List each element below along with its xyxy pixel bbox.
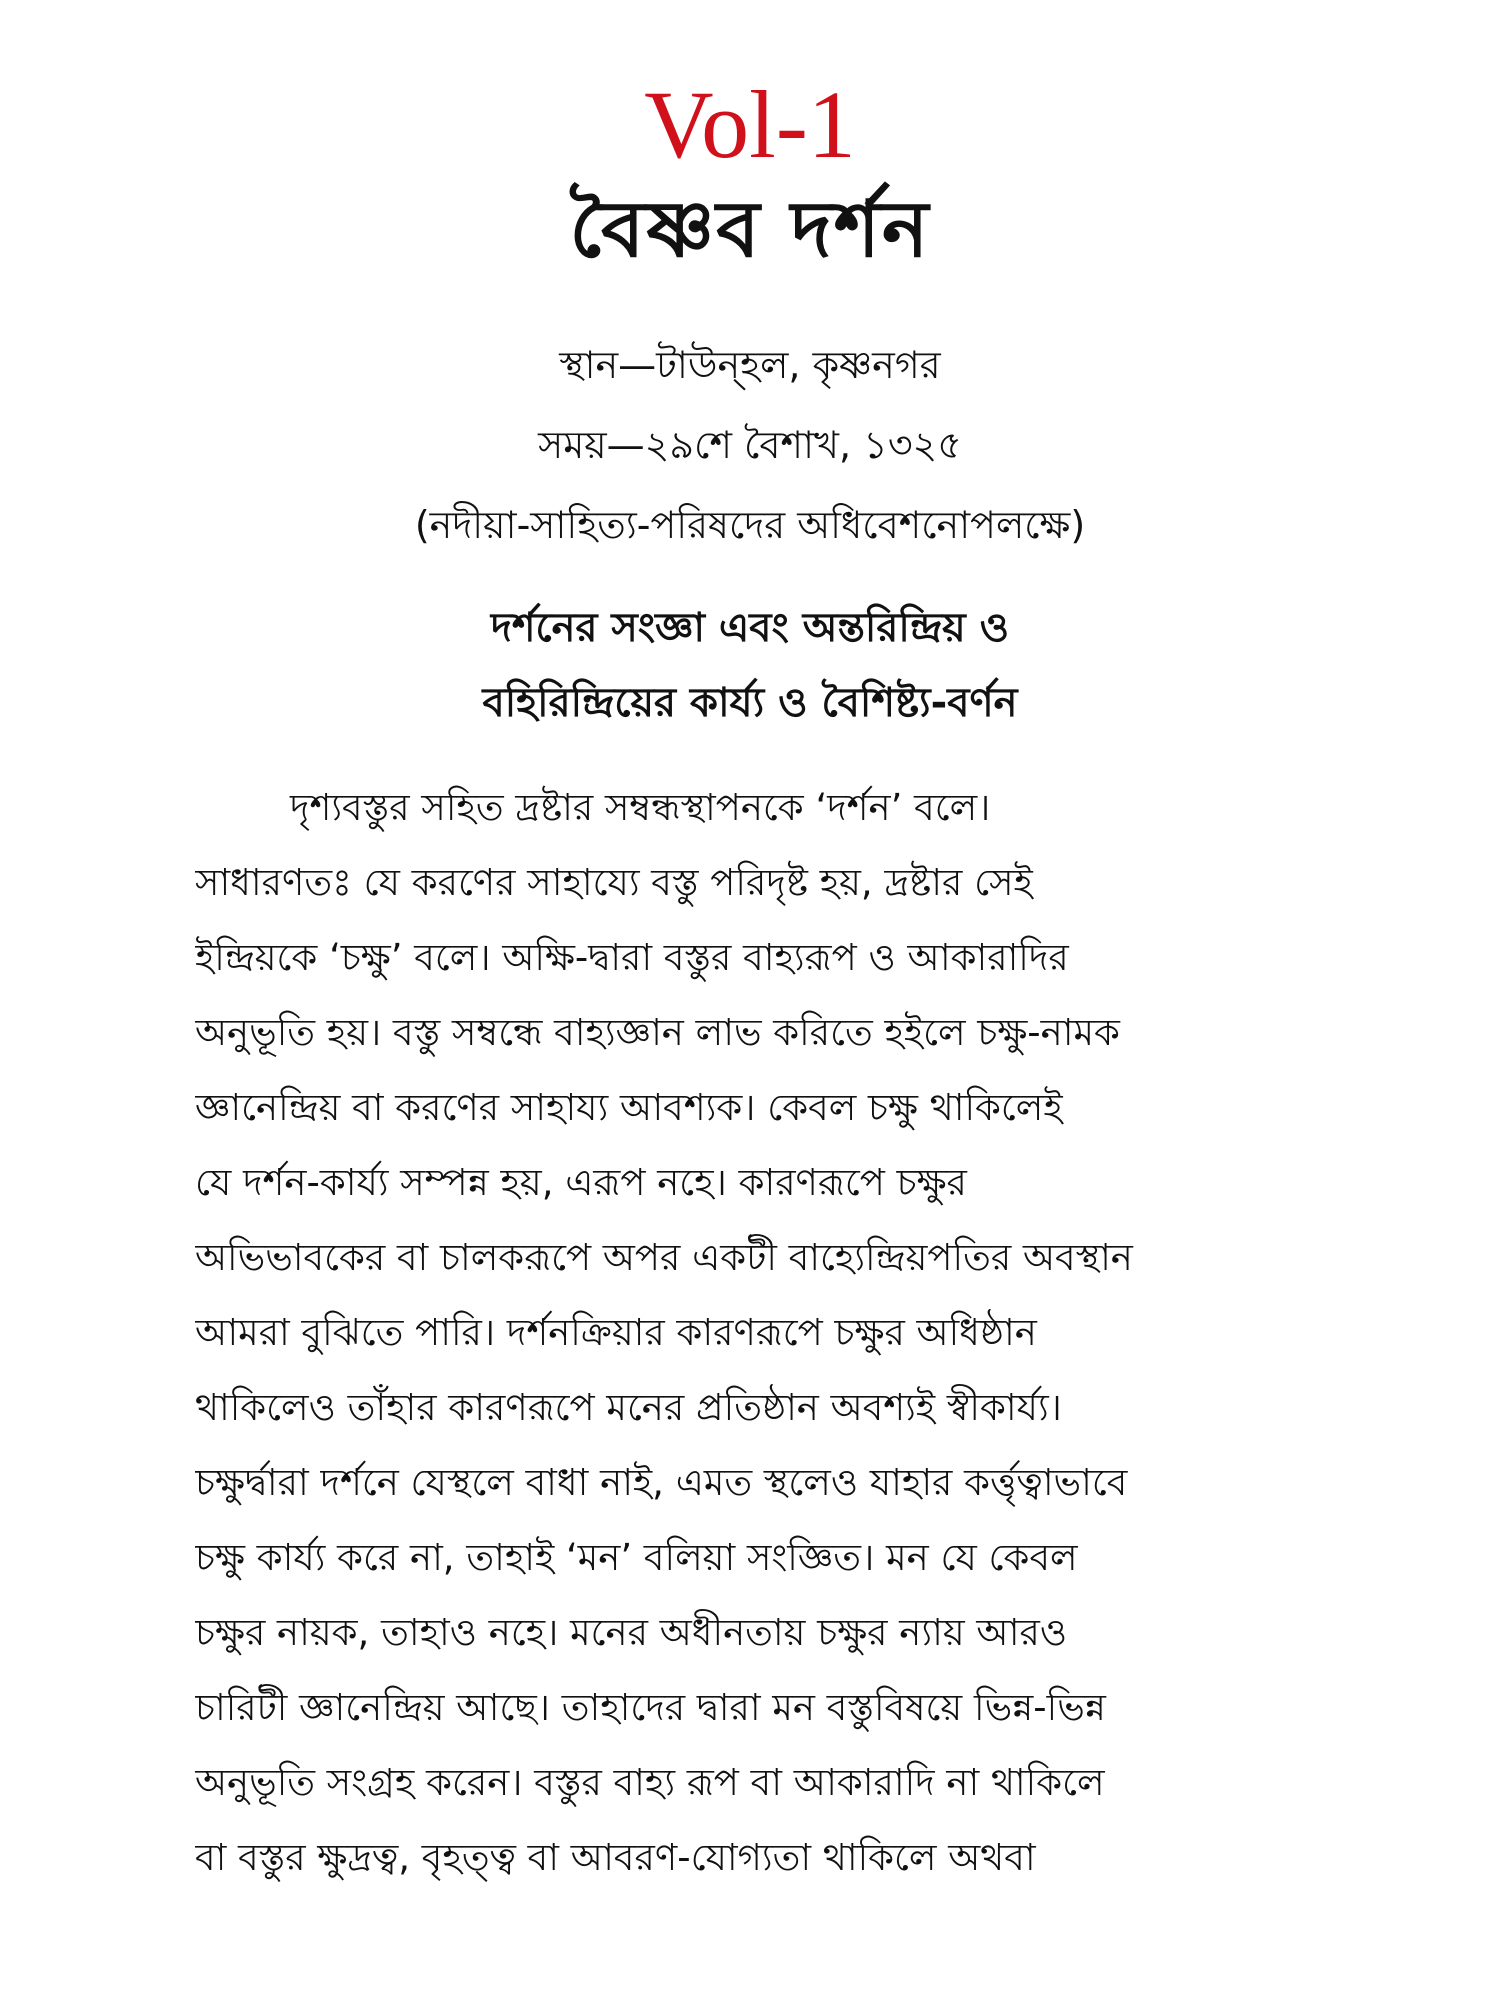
body-line: সাধারণতঃ যে করণের সাহায্যে বস্তু পরিদৃষ্ট হয়, দ্রষ্টার সেই — [195, 861, 1033, 904]
body-line: ইন্দ্রিয়কে ‘চক্ষু’ বলে। অক্ষি-দ্বারা বস্তুর বাহ্যরূপ ও আকারাদির — [195, 936, 1069, 979]
body-line: অনুভূতি হয়। বস্তু সম্বন্ধে বাহ্যজ্ঞান লাভ করিতে হইলে চক্ষু-নামক — [195, 1011, 1120, 1054]
occasion-line: (নদীয়া-সাহিত্য-পরিষদের অধিবেশনোপলক্ষে) — [414, 503, 1086, 547]
body-line: চারিটী জ্ঞানেন্দ্রিয় আছে। তাহাদের দ্বারা মন বস্তুবিষয়ে ভিন্ন-ভিন্ন — [195, 1686, 1106, 1729]
page-title: বৈষ্ণব দর্শন — [569, 185, 931, 275]
volume-label: Vol-1 — [644, 71, 856, 178]
body-line: চক্ষুর্দ্বারা দর্শনে যেস্থলে বাধা নাই, এমত স্থলেও যাহার কর্ত্তৃত্বাভাবে — [195, 1461, 1128, 1504]
time-line: সময়—২৯শে বৈশাখ, ১৩২৫ — [538, 423, 962, 467]
body-line: অভিভাবকের বা চালকরূপে অপর একটী বাহ্যেন্দ্রিয়পতির অবস্থান — [195, 1236, 1133, 1279]
body-line: চক্ষুর নায়ক, তাহাও নহে। মনের অধীনতায় চক্ষুর ন্যায় আরও — [195, 1611, 1068, 1654]
body-line: দৃশ্যবস্তুর সহিত দ্রষ্টার সম্বন্ধস্থাপনকে ‘দর্শন’ বলে। — [290, 786, 991, 829]
body-text — [195, 770, 1310, 1895]
body-line: বা বস্তুর ক্ষুদ্রত্ব, বৃহত্ত্ব বা আবরণ-যোগ্যতা থাকিলে অথবা — [195, 1836, 1036, 1879]
body-line: যে দর্শন-কার্য্য সম্পন্ন হয়, এরূপ নহে। কারণরূপে চক্ষুর — [195, 1161, 967, 1204]
body-line: জ্ঞানেন্দ্রিয় বা করণের সাহায্য আবশ্যক। কেবল চক্ষু থাকিলেই — [195, 1086, 1063, 1129]
section-heading-line-1: দর্শনের সংজ্ঞা এবং অন্তরিন্দ্রিয় ও — [490, 605, 1010, 651]
body-line: অনুভূতি সংগ্রহ করেন। বস্তুর বাহ্য রূপ বা আকারাদি না থাকিলে — [195, 1761, 1105, 1804]
section-heading-line-2: বহিরিন্দ্রিয়ের কার্য্য ও বৈশিষ্ট্য-বর্ণন — [482, 680, 1018, 726]
body-line: থাকিলেও তাঁহার কারণরূপে মনের প্রতিষ্ঠান অবশ্যই স্বীকার্য্য। — [195, 1386, 1062, 1429]
body-line: আমরা বুঝিতে পারি। দর্শনক্রিয়ার কারণরূপে চক্ষুর অধিষ্ঠান — [195, 1311, 1037, 1354]
place-line: স্থান—টাউন্‌হল, কৃষ্ণনগর — [559, 343, 941, 387]
body-line: চক্ষু কার্য্য করে না, তাহাই ‘মন’ বলিয়া সংজ্ঞিত। মন যে কেবল — [195, 1536, 1078, 1579]
